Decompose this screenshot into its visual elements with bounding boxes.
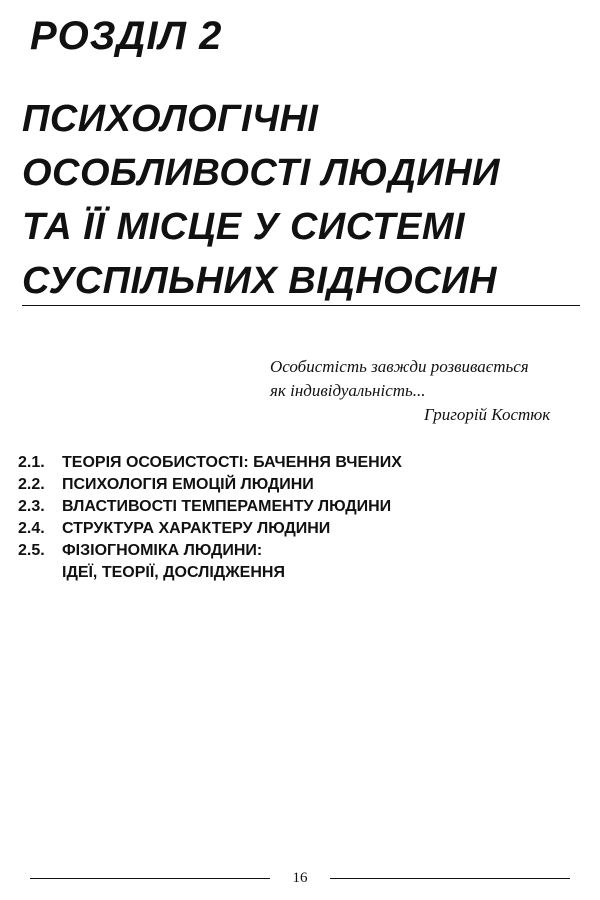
contents-item-number: 2.4. — [18, 520, 45, 537]
contents-item-number: 2.2. — [18, 476, 45, 493]
epigraph-line: Особистість завжди розвивається — [270, 357, 529, 376]
section-label: РОЗДІЛ 2 — [30, 14, 223, 58]
chapter-title — [22, 92, 500, 308]
epigraph-author: Григорій Костюк — [424, 405, 551, 424]
contents-item-number: 2.5. — [18, 542, 45, 559]
contents-item — [18, 452, 402, 474]
chapter-title-line: ПСИХОЛОГІЧНІ — [22, 98, 319, 140]
epigraph-line: як індивідуальність... — [270, 381, 426, 400]
chapter-title-line: ОСОБЛИВОСТІ ЛЮДИНИ — [22, 152, 500, 194]
page-footer — [30, 868, 570, 888]
contents-item-number: 2.3. — [18, 498, 45, 515]
contents-item-number: 2.1. — [18, 454, 45, 471]
page-number: 16 — [292, 870, 308, 886]
contents-item — [18, 540, 402, 584]
footer-rule-right — [330, 878, 570, 879]
contents-item-text: ВЛАСТИВОСТІ ТЕМПЕРАМЕНТУ ЛЮДИНИ — [62, 498, 392, 515]
contents-item-text: СТРУКТУРА ХАРАКТЕРУ ЛЮДИНИ — [62, 520, 331, 537]
contents-item-continuation: ІДЕЇ, ТЕОРІЇ, ДОСЛІДЖЕННЯ — [62, 564, 285, 581]
contents-item-text: ПСИХОЛОГІЯ ЕМОЦІЙ ЛЮДИНИ — [62, 476, 314, 493]
contents-item-text: ФІЗІОГНОМІКА ЛЮДИНИ: — [62, 542, 263, 559]
title-divider — [22, 305, 580, 306]
epigraph — [270, 355, 600, 427]
contents-item — [18, 496, 402, 518]
contents-item — [18, 518, 402, 540]
contents-item-text: ТЕОРІЯ ОСОБИСТОСТІ: БАЧЕННЯ ВЧЕНИХ — [62, 454, 402, 471]
chapter-title-line: ТА ЇЇ МІСЦЕ У СИСТЕМІ — [22, 206, 466, 248]
contents-item — [18, 474, 402, 496]
chapter-title-line: СУСПІЛЬНИХ ВІДНОСИН — [22, 260, 497, 302]
section-contents — [18, 452, 402, 584]
